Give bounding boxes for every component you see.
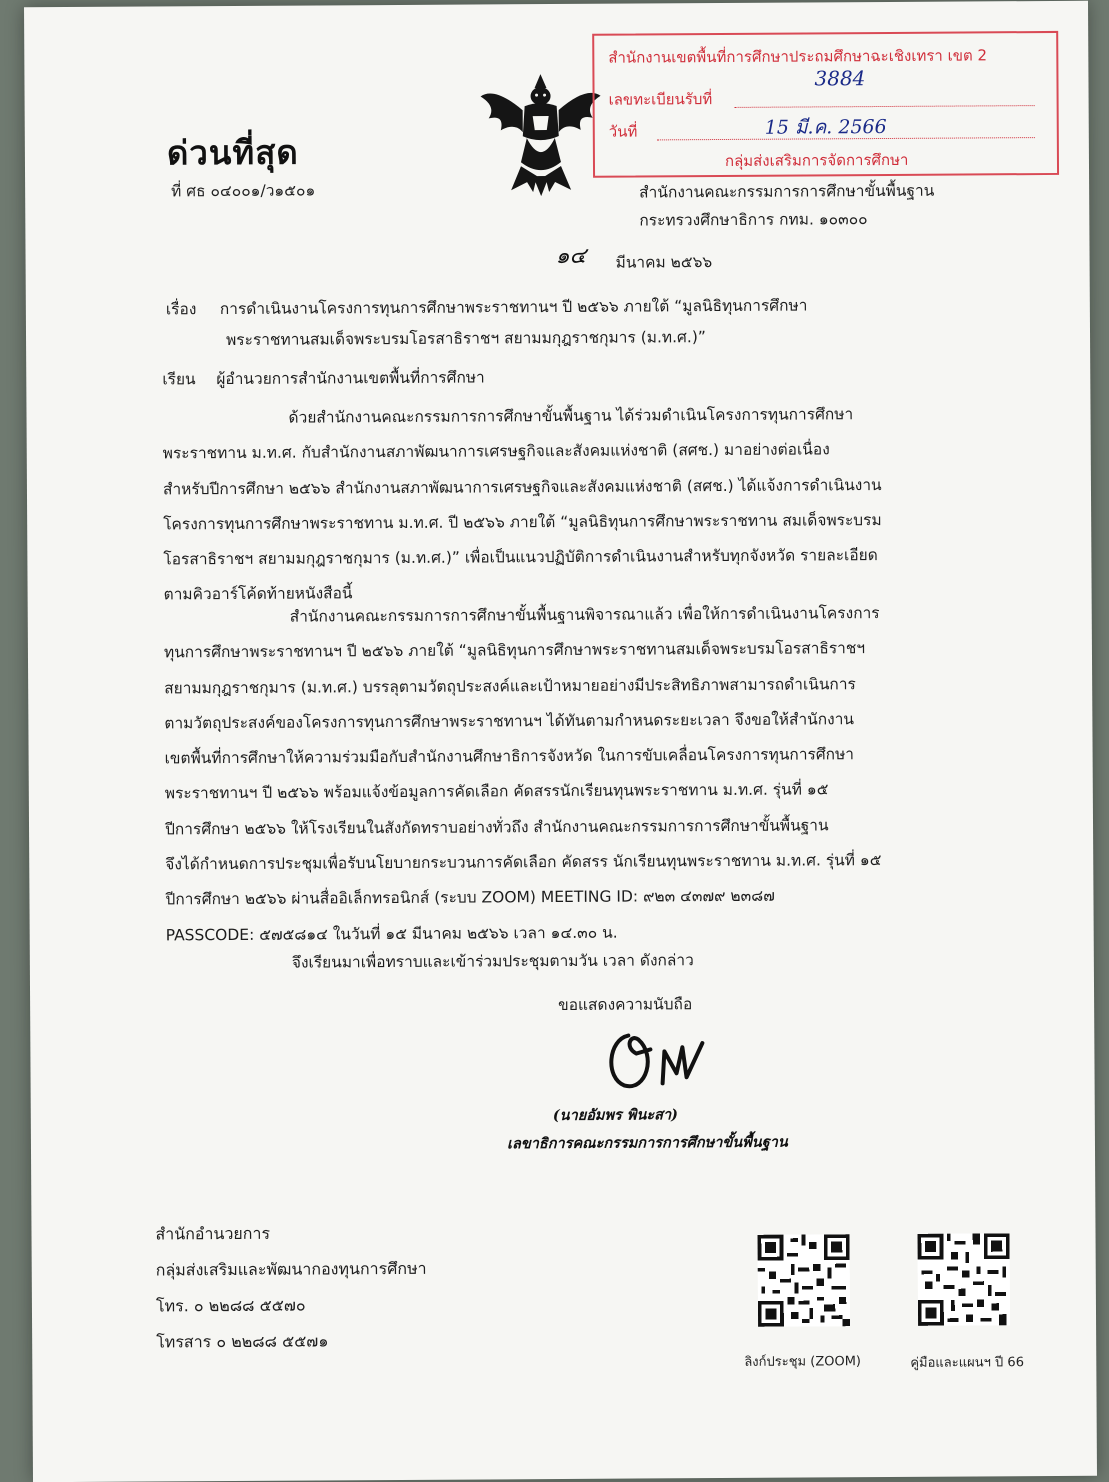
qr-caption-zoom: ลิงก์ประชุม (ZOOM) — [744, 1354, 862, 1370]
stamp-date-value: 15 มี.ค. 2566 — [764, 115, 887, 139]
urgency-label: ด่วนที่สุด — [166, 132, 299, 173]
signatory-title: เลขาธิการคณะกรรมการการศึกษาขั้นพื้นฐาน — [506, 1133, 788, 1153]
paragraph-line: พระราชทาน ม.ท.ศ. กับสำนักงานสภาพัฒนาการเศรษฐกิจและสังคมแห่งชาติ (สศช.) มาอย่างต่อเนื่อง — [162, 440, 830, 463]
stamp-reg-number: 3884 — [814, 66, 866, 91]
paragraph-line: โครงการทุนการศึกษาพระราชทาน ม.ท.ศ. ปี ๒๕๖๖ ภายใต้ “มูลนิธิทุนการศึกษาพระราชทาน สมเด็จพระบรม — [163, 510, 882, 534]
paragraph-line: สำนักงานคณะกรรมการการศึกษาขั้นพื้นฐานพิจารณาแล้ว เพื่อให้การดำเนินงานโครงการ — [289, 604, 880, 626]
paragraph-line: ปีการศึกษา ๒๕๖๖ ให้โรงเรียนในสังกัดทราบอย่างทั่วถึง สำนักงานคณะกรรมการการศึกษาขั้นพื้นฐาน — [164, 816, 829, 839]
closing-sentence: จึงเรียนมาเพื่อทราบและเข้าร่วมประชุมตามวัน เวลา ดังกล่าว — [291, 951, 694, 972]
paragraph-line: ตามคิวอาร์โค้ดท้ายหนังสือนี้ — [163, 584, 353, 604]
handwritten-signature — [600, 1025, 710, 1096]
paragraph-line: PASSCODE: ๕๗๕๘๑๔ ในวันที่ ๑๕ มีนาคม ๒๕๖๖ เวลา ๑๔.๓๐ น. — [165, 923, 618, 945]
paragraph-line: เขตพื้นที่การศึกษาให้ความร่วมมือกับสำนักงานศึกษาธิการจังหวัด ในการขับเคลื่อนโครงการทุนการศึกษา — [164, 745, 855, 768]
footer-phone: โทร. ๐ ๒๒๘๘ ๕๕๗๐ — [155, 1295, 306, 1316]
stamp-reg-label: เลขทะเบียนรับที่ — [608, 90, 713, 109]
paragraph-line: พระราชทานฯ ปี ๒๕๖๖ พร้อมแจ้งข้อมูลการคัดเลือก คัดสรรนักเรียนทุนพระราชทาน ม.ท.ศ. รุ่นที่ ๑๕ — [164, 780, 829, 803]
subject-line-1: การดำเนินงานโครงการทุนการศึกษาพระราชทานฯ ปี ๒๕๖๖ ภายใต้ “มูลนิธิทุนการศึกษา — [219, 296, 808, 319]
document-page — [24, 1, 1097, 1482]
paragraph-line: สำหรับปีการศึกษา ๒๕๖๖ สำนักงานสภาพัฒนาการเศรษฐกิจและสังคมแห่งชาติ (สศช.) ได้แจ้งการดำเนินงาน — [162, 475, 882, 499]
qr-code-manual-icon — [918, 1233, 1011, 1326]
recipient-label: เรียน — [162, 370, 196, 389]
footer-group: กลุ่มส่งเสริมและพัฒนากองทุนการศึกษา — [155, 1258, 427, 1280]
body-paragraph-1 — [162, 396, 983, 613]
date-day: ๑๔ — [555, 243, 587, 270]
paragraph-line: ปีการศึกษา ๒๕๖๖ ผ่านสื่ออิเล็กทรอนิกส์ (ระบบ ZOOM) MEETING ID: ๙๒๓ ๔๓๗๙ ๒๓๘๗ — [165, 887, 775, 909]
regards: ขอแสดงความนับถือ — [558, 995, 693, 1015]
document-number: ที่ ศธ ๐๔๐๐๑/ว๑๕๐๑ — [171, 181, 316, 201]
recipient-text: ผู้อำนวยการสำนักงานเขตพื้นที่การศึกษา — [216, 368, 485, 389]
footer-department: สำนักอำนวยการ — [155, 1223, 271, 1244]
paragraph-line: จึงได้กำหนดการประชุมเพื่อรับนโยบายกระบวนการคัดเลือก คัดสรร นักเรียนทุนพระราชทาน ม.ท.ศ. รุ่นที่ ๑๕ — [165, 851, 882, 874]
qr-code-zoom-icon — [758, 1234, 851, 1327]
issuer-address: กระทรวงศึกษาธิการ กทม. ๑๐๓๐๐ — [639, 210, 868, 230]
stamp-office: สำนักงานเขตพื้นที่การศึกษาประถมศึกษาฉะเชิงเทรา เขต 2 — [608, 46, 988, 67]
paragraph-line: โอรสาธิราชฯ สยามมกุฎราชกุมาร (ม.ท.ศ.)” เพื่อเป็นแนวปฏิบัติการดำเนินงานสำหรับทุกจังหวัด รายละเอียด — [163, 546, 878, 569]
body-paragraph-2 — [164, 595, 986, 953]
issuer-office: สำนักงานคณะกรรมการการศึกษาขั้นพื้นฐาน — [639, 181, 935, 202]
paragraph-line: สยามมกุฎราชกุมาร (ม.ท.ศ.) บรรลุตามวัตถุประสงค์และเป้าหมายอย่างมีประสิทธิภาพสามารถดำเนินการ — [164, 674, 856, 697]
stamp-date-label: วันที่ — [608, 122, 638, 141]
subject-label: เรื่อง — [165, 300, 197, 319]
footer-fax: โทรสาร ๐ ๒๒๘๘ ๕๕๗๑ — [156, 1331, 329, 1352]
stamp-group: กลุ่มส่งเสริมการจัดการศึกษา — [724, 150, 909, 170]
received-stamp — [592, 31, 1059, 178]
date-month-year: มีนาคม ๒๕๖๖ — [615, 253, 713, 272]
subject-line-2: พระราชทานสมเด็จพระบรมโอรสาธิราชฯ สยามมกุฎราชกุมาร (ม.ท.ศ.)” — [225, 328, 706, 350]
paragraph-line: ตามวัตถุประสงค์ของโครงการทุนการศึกษาพระราชทานฯ ได้ทันตามกำหนดระยะเวลา จึงขอให้สำนักงาน — [164, 710, 855, 733]
paragraph-line: ด้วยสำนักงานคณะกรรมการการศึกษาขั้นพื้นฐาน ได้ร่วมดำเนินโครงการทุนการศึกษา — [288, 405, 854, 427]
signatory-name: (นายอัมพร พินะสา) — [552, 1106, 679, 1125]
paragraph-line: ทุนการศึกษาพระราชทานฯ ปี ๒๕๖๖ ภายใต้ “มูลนิธิทุนการศึกษาพระราชทานสมเด็จพระบรมโอรสาธิราชฯ — [163, 639, 866, 662]
garuda-emblem-icon — [474, 66, 607, 199]
qr-caption-manual: คู่มือและแผนฯ ปี 66 — [910, 1355, 1025, 1371]
